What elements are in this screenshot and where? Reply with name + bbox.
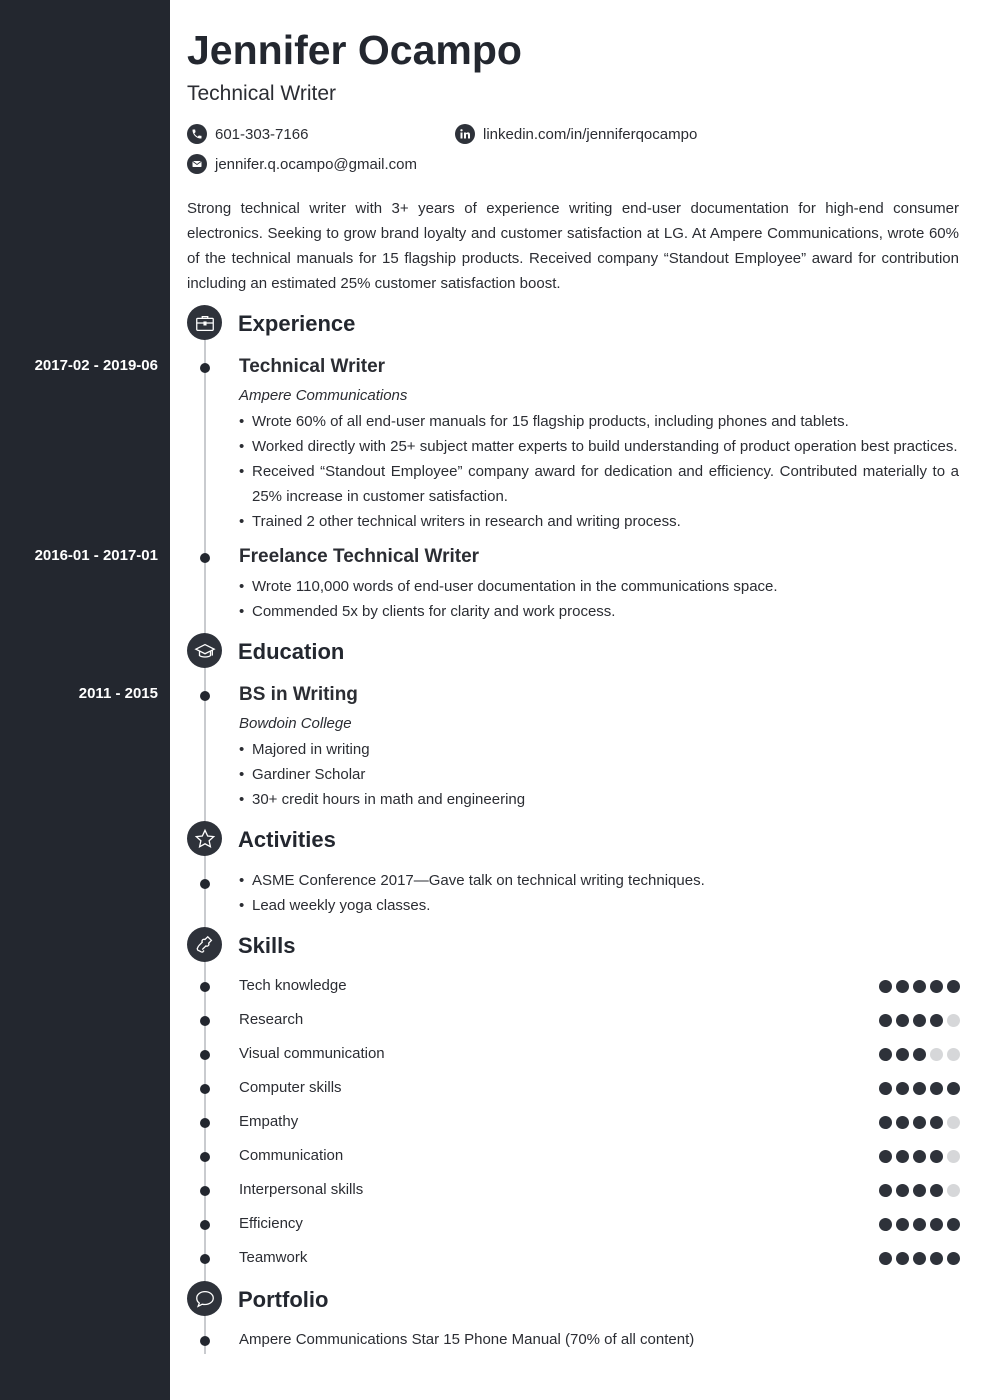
rating-dot-filled: [879, 1082, 892, 1095]
rating-dot-filled: [930, 1252, 943, 1265]
education-bullets: [239, 737, 959, 812]
list-item: • Commended 5x by clients for clarity and work process.: [239, 599, 959, 624]
rating-dot-filled: [930, 1082, 943, 1095]
rating-dot-filled: [896, 1048, 909, 1061]
rating-dot-filled: [913, 1252, 926, 1265]
school-name: Bowdoin College: [239, 715, 352, 732]
rating-dot-filled: [879, 1252, 892, 1265]
timeline-dot: [200, 1152, 210, 1162]
timeline-dot: [200, 1118, 210, 1128]
rating-dot-filled: [913, 1184, 926, 1197]
rating-dot-filled: [913, 1048, 926, 1061]
rating-dot-filled: [947, 1252, 960, 1265]
skill-rating: [879, 1150, 960, 1163]
rating-dot-empty: [947, 1150, 960, 1163]
rating-dot-filled: [930, 1218, 943, 1231]
section-title-portfolio: Portfolio: [238, 1287, 329, 1312]
rating-dot-filled: [879, 1116, 892, 1129]
skill-name: Computer skills: [239, 1079, 342, 1096]
rating-dot-filled: [896, 1014, 909, 1027]
rating-dot-filled: [947, 1082, 960, 1095]
speech-bubble-icon: [187, 1281, 222, 1316]
email-icon: [187, 154, 207, 174]
rating-dot-empty: [947, 1048, 960, 1061]
skill-name: Research: [239, 1011, 304, 1028]
timeline-dot: [200, 553, 210, 563]
skill-name: Tech knowledge: [239, 977, 347, 994]
rating-dot-empty: [930, 1048, 943, 1061]
skill-rating: [879, 1252, 960, 1265]
rating-dot-filled: [896, 1082, 909, 1095]
job-role: Technical Writer: [187, 82, 336, 105]
timeline-dot: [200, 1336, 210, 1346]
list-item: • ASME Conference 2017—Gave talk on technical writing techniques.: [239, 868, 959, 893]
skill-rating: [879, 1048, 960, 1061]
education-dates: 2011 - 2015: [78, 685, 158, 702]
rating-dot-filled: [879, 1150, 892, 1163]
skill-name: Communication: [239, 1147, 344, 1164]
job-bullets: [239, 409, 959, 534]
rating-dot-filled: [879, 1218, 892, 1231]
list-item: • Gardiner Scholar: [239, 762, 959, 787]
job-title: Freelance Technical Writer: [239, 546, 480, 567]
rating-dot-filled: [913, 980, 926, 993]
rating-dot-filled: [913, 1150, 926, 1163]
skill-rating: [879, 1082, 960, 1095]
timeline-dot: [200, 363, 210, 373]
skill-name: Teamwork: [239, 1249, 308, 1266]
timeline-dot: [200, 1050, 210, 1060]
rating-dot-filled: [913, 1082, 926, 1095]
contact-phone: [187, 123, 308, 145]
section-title-activities: Activities: [238, 827, 336, 852]
candidate-name: Jennifer Ocampo: [187, 27, 522, 73]
contact-email[interactable]: [187, 153, 417, 175]
rating-dot-empty: [947, 1014, 960, 1027]
list-item: • Trained 2 other technical writers in research and writing process.: [239, 509, 959, 534]
rating-dot-filled: [930, 1116, 943, 1129]
graduation-cap-icon: [187, 633, 222, 668]
rating-dot-filled: [896, 1252, 909, 1265]
timeline-dot: [200, 1016, 210, 1026]
contact-linkedin[interactable]: [455, 123, 697, 145]
timeline-dot: [200, 691, 210, 701]
list-item: • Majored in writing: [239, 737, 959, 762]
briefcase-icon: [187, 305, 222, 340]
timeline-dot: [200, 879, 210, 889]
list-item: • 30+ credit hours in math and engineering: [239, 787, 959, 812]
puzzle-icon: [187, 927, 222, 962]
job-title: Technical Writer: [239, 356, 386, 377]
skill-rating: [879, 1116, 960, 1129]
skill-name: Interpersonal skills: [239, 1181, 364, 1198]
activities-bullets: [239, 868, 959, 918]
rating-dot-empty: [947, 1116, 960, 1129]
rating-dot-filled: [896, 1184, 909, 1197]
linkedin-icon: [455, 124, 475, 144]
timeline-dot: [200, 1220, 210, 1230]
rating-dot-filled: [879, 1048, 892, 1061]
section-title-education: Education: [238, 639, 345, 664]
job-bullets: [239, 574, 959, 624]
skill-rating: [879, 1218, 960, 1231]
rating-dot-filled: [896, 980, 909, 993]
section-title-skills: Skills: [238, 933, 296, 958]
skill-name: Visual communication: [239, 1045, 385, 1062]
rating-dot-filled: [947, 1218, 960, 1231]
rating-dot-filled: [879, 980, 892, 993]
job-dates: 2017-02 - 2019-06: [34, 357, 158, 374]
rating-dot-filled: [930, 1150, 943, 1163]
timeline-dot: [200, 1084, 210, 1094]
rating-dot-filled: [930, 1184, 943, 1197]
rating-dot-filled: [913, 1014, 926, 1027]
rating-dot-filled: [913, 1218, 926, 1231]
rating-dot-empty: [947, 1184, 960, 1197]
rating-dot-filled: [896, 1150, 909, 1163]
skill-rating: [879, 1184, 960, 1197]
skill-name: Efficiency: [239, 1215, 303, 1232]
list-item: • Received “Standout Employee” company award for dedication and efficiency. Contributed materially to a 25% increase in customer satisfaction.: [239, 459, 959, 509]
phone-icon: [187, 124, 207, 144]
timeline-dot: [200, 1186, 210, 1196]
skill-rating: [879, 1014, 960, 1027]
skill-name: Empathy: [239, 1113, 299, 1130]
section-title-experience: Experience: [238, 311, 356, 336]
timeline-dot: [200, 1254, 210, 1264]
degree-title: BS in Writing: [239, 684, 358, 705]
skill-rating: [879, 980, 960, 993]
phone-text: 601-303-7166: [215, 125, 309, 143]
rating-dot-filled: [947, 980, 960, 993]
portfolio-item: Ampere Communications Star 15 Phone Manual (70% of all content): [239, 1331, 695, 1348]
rating-dot-filled: [913, 1116, 926, 1129]
list-item: • Worked directly with 25+ subject matter experts to build understanding of product operation best practices.: [239, 434, 959, 459]
list-item: • Wrote 60% of all end-user manuals for 15 flagship products, including phones and tablets.: [239, 409, 959, 434]
list-item: • Wrote 110,000 words of end-user documentation in the communications space.: [239, 574, 959, 599]
job-dates: 2016-01 - 2017-01: [34, 547, 158, 564]
email-link[interactable]: jennifer.q.ocampo@gmail.com: [215, 155, 417, 173]
rating-dot-filled: [896, 1218, 909, 1231]
company-name: Ampere Communications: [239, 387, 408, 404]
professional-summary: Strong technical writer with 3+ years of experience writing end-user documentation for high-end consumer electronics. Seeking to grow brand loyalty and customer satisfaction at LG. At Ampere Communications, wrote 60% of the technical manuals for 15 flagship products. Received company “Standout Employee” award for contribution including an estimated 25% customer satisfaction boost.: [187, 200, 959, 292]
list-item: • Lead weekly yoga classes.: [239, 893, 959, 918]
linkedin-link[interactable]: linkedin.com/in/jenniferqocampo: [483, 125, 698, 143]
timeline-dot: [200, 982, 210, 992]
rating-dot-filled: [879, 1014, 892, 1027]
rating-dot-filled: [896, 1116, 909, 1129]
star-icon: [187, 821, 222, 856]
rating-dot-filled: [879, 1184, 892, 1197]
rating-dot-filled: [930, 980, 943, 993]
rating-dot-filled: [930, 1014, 943, 1027]
